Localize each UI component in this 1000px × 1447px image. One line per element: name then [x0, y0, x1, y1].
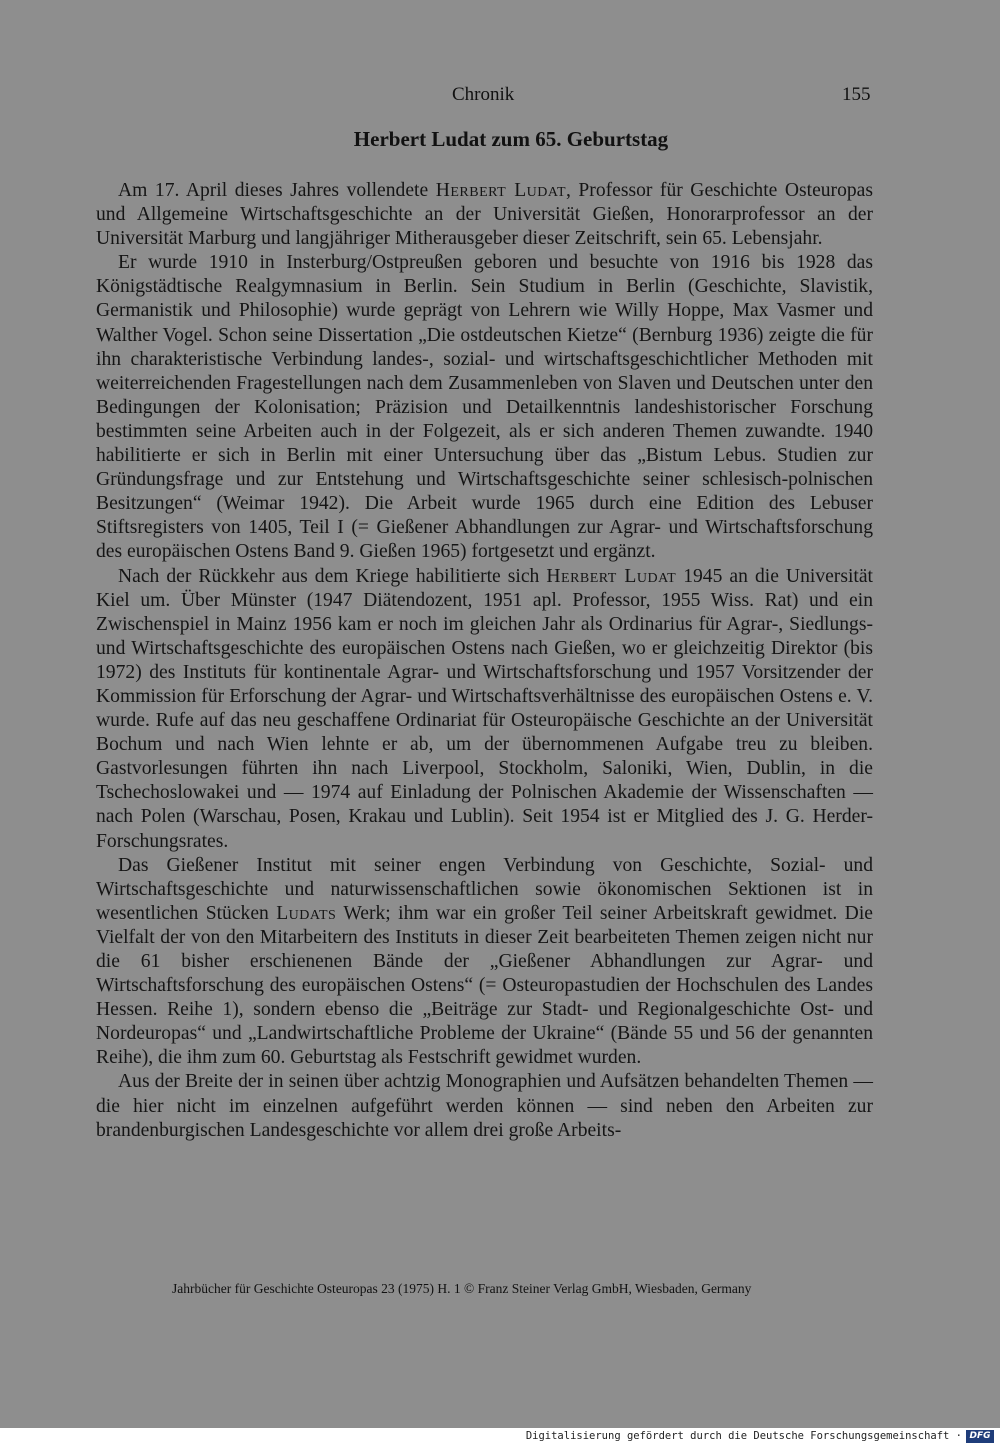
paragraph-text: Werk; ihm war ein großer Teil seiner Arbeitskraft gewidmet. Die Vielfalt der von den Mitarbeitern des Instituts in dieser Zeit bearbeiteten Themen zeigen nicht nur die 61 bisher erschienenen Bände der „Gießener Abhandlungen zur Agrar- und Wirtschaftsforschung des europäischen Ostens“ (= Osteuropastudien der Hochschulen des Landes Hessen. Reihe 1), sondern ebenso die „Beiträge zur Stadt- und Regionalgeschichte Ost- und Nordeuropas“ und „Landwirtschaftliche Probleme der Ukraine“ (Bände 55 und 56 der genannten Reihe), die ihm zum 60. Geburtstag als Festschrift gewidmet wurden.: [96, 902, 873, 1069]
page-number: 155: [842, 84, 871, 105]
article-body: [96, 179, 873, 1143]
person-name: Herbert Ludat: [546, 565, 677, 587]
article-title: Herbert Ludat zum 65. Geburtstag: [353, 127, 669, 151]
paragraph-text: 1945 an die Universität Kiel um. Über Münster (1947 Diätendozent, 1951 apl. Professor, 1955 Wiss. Rat) und ein Zwischenspiel in Mainz 1956 kam er noch im gleichen Jahr als Ordinarius für Agrar-, Siedlungs- und Wirtschaftsgeschichte des europäischen Ostens nach Gießen, wo er gleichzeitig Direktor (bis 1972) des Instituts für kontinentale Agrar- und Wirtschaftsforschung und 1957 Vorsitzender der Kommission für Erforschung der Agrar- und Wirtschaftsverhältnisse des europäischen Ostens e. V. wurde. Rufe auf das neu geschaffene Ordinariat für Osteuropäische Geschichte an der Universität Bochum und nach Wien lehnte er ab, um der übernommenen Aufgabe treu zu bleiben. Gastvorlesungen führten ihn nach Liverpool, Stockholm, Saloniki, Wien, Dublin, in die Tschechoslowakei und — 1974 auf Einladung der Polnischen Akademie der Wissenschaften — nach Polen (Warschau, Posen, Krakau und Lublin). Seit 1954 ist er Mitglied des J. G. Herder-Forschungsrates.: [96, 565, 873, 852]
person-name: Ludats: [276, 902, 337, 924]
paragraph-text: , Professor für Geschichte Osteuropas und Allgemeine Wirtschaftsgeschichte an der Universität Gießen, Honorarprofessor an der Universität Marburg und langjähriger Mitherausgeber dieser Zeitschrift, sein 65. Lebensjahr.: [96, 180, 874, 250]
section-title: Chronik: [452, 84, 515, 105]
paragraph-3: [96, 565, 873, 854]
dfg-notice-text: Digitalisierung gefördert durch die Deutsche Forschungsgemeinschaft ·: [525, 1430, 962, 1442]
person-name: Herbert Ludat: [435, 180, 566, 201]
paragraph-text: Am 17. April dieses Jahres vollendete: [118, 180, 436, 201]
paragraph-1: [96, 179, 873, 251]
running-head: [0, 84, 1000, 112]
dfg-logo-icon: DFG: [966, 1430, 994, 1443]
paragraph-text: Das Gießener Institut mit seiner engen Verbindung von Geschichte, Sozial- und Wirtschaftsgeschichte und naturwissenschaftlichen sowie ökonomischen Sektionen ist in wesentlichen Stücken: [96, 854, 873, 924]
dfg-notice-bar: [0, 1428, 1000, 1447]
paragraph-5: Aus der Breite der in seinen über achtzig Monographien und Aufsätzen behandelten Themen — die hier nicht im einzelnen aufgeführt werden können — sind neben den Arbeiten zur brandenburgischen Landesgeschichte vor allem drei große Arbeits-: [96, 1071, 873, 1141]
paragraph-4: [96, 854, 873, 1071]
journal-footer: Jahrbücher für Geschichte Osteuropas 23 (1975) H. 1 © Franz Steiner Verlag GmbH, Wiesbaden, Germany: [172, 1281, 752, 1296]
paragraph-2: Er wurde 1910 in Insterburg/Ostpreußen geboren und besuchte von 1916 bis 1928 das Königstädtische Realgymnasium in Berlin. Sein Studium in Berlin (Geschichte, Slavistik, Germanistik und Philosophie) wurde geprägt von Lehrern wie Willy Hoppe, Max Vasmer und Walther Vogel. Schon seine Dissertation „Die ostdeutschen Kietze“ (Bernburg 1936) zeigte die für ihn charakteristische Verbindung landes-, sozial- und wirtschaftsgeschichtlicher Methoden mit weiterreichenden Fragestellungen nach dem Zusammenleben von Slaven und Deutschen unter den Bedingungen der Kolonisation; Präzision und Detailkenntnis landeshistorischer Forschung bestimmten seine Arbeiten auch in der Folgezeit, als er sich anderen Themen zuwandte. 1940 habilitierte er sich in Berlin mit einer Untersuchung über das „Bistum Lebus. Studien zur Gründungsfrage und zur Entstehung und Wirtschaftsgeschichte seiner schlesisch-polnischen Besitzungen“ (Weimar 1942). Die Arbeit wurde 1965 durch eine Edition des Lebuser Stiftsregisters von 1405, Teil I (= Gießener Abhandlungen zur Agrar- und Wirtschaftsforschung des europäischen Ostens Band 9. Gießen 1965) fortgesetzt und ergänzt.: [96, 252, 873, 563]
paragraph-text: Nach der Rückkehr aus dem Kriege habilitierte sich: [118, 565, 547, 587]
